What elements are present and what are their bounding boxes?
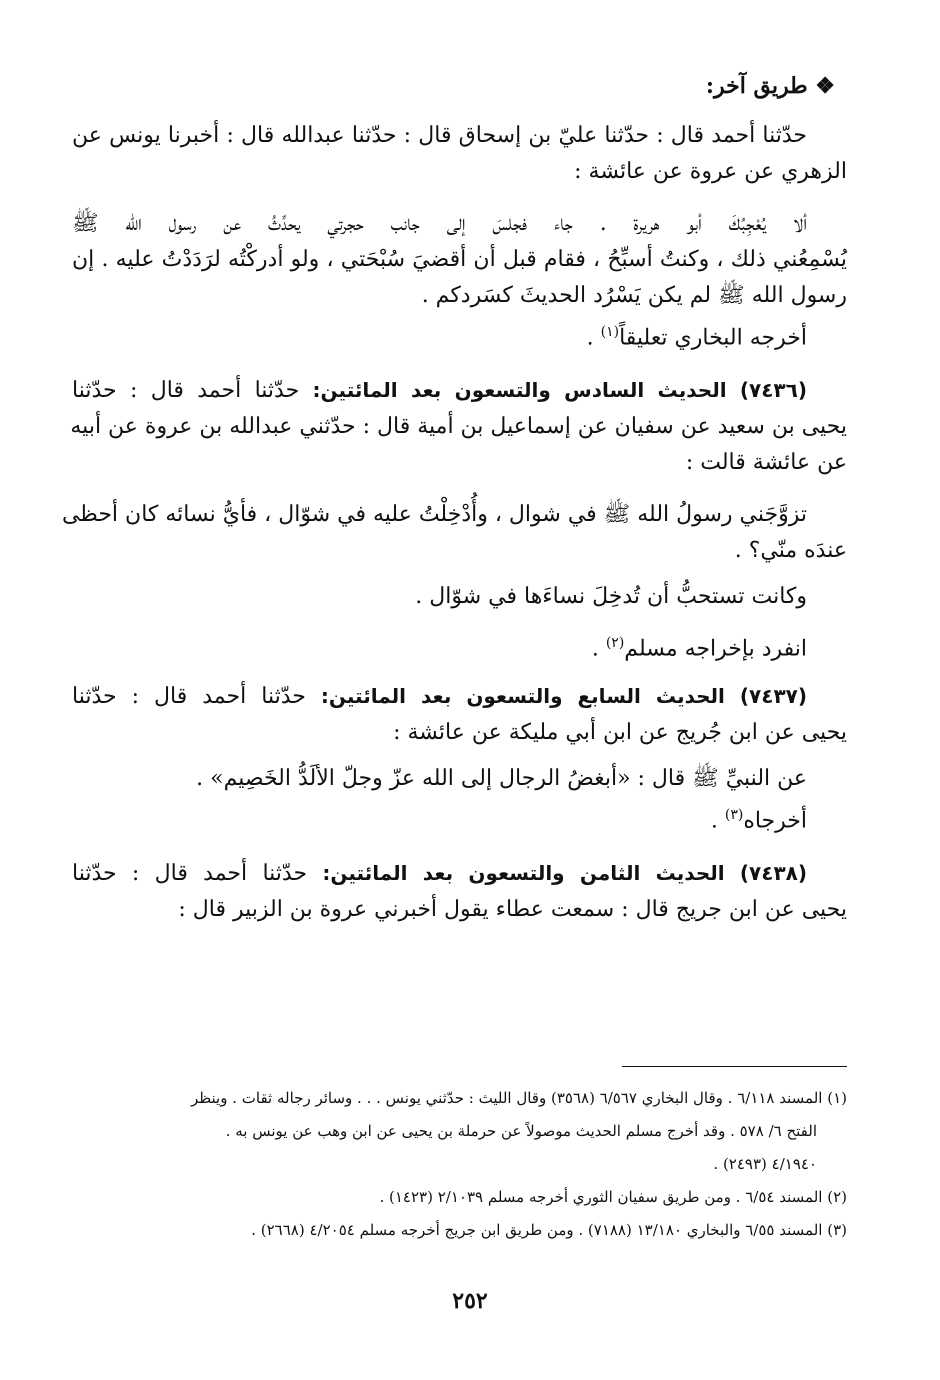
isnad-text: حدّثنا أحمد قال : حدّثنا xyxy=(72,378,313,404)
hadith-number-heading: (٧٤٣٧) الحديث السابع والتسعون بعد المائتين: xyxy=(320,683,807,708)
footnotes xyxy=(72,1082,847,1247)
matn-line: ألا يُعْجِبُكَ أبو هريرة . جاء فجلسَ إلى جانب حجرتي يحدِّثُ عن رسول الله ﷺ xyxy=(72,211,807,236)
isnad-line: يحيى بن سعيد عن سفيان عن إسماعيل بن أمية قال : حدّثني عبدالله بن عروة عن أبيه xyxy=(70,414,847,440)
section-heading: ❖ طريق آخر: xyxy=(705,73,835,99)
isnad-line: حدّثنا أحمد قال : حدّثنا عليّ بن إسحاق قال : حدّثنا عبدالله قال : أخبرنا يونس عن xyxy=(72,123,807,148)
footnote-ref: (٢) xyxy=(605,635,625,652)
hadith-header-line xyxy=(72,678,847,715)
takhrij-text: أخرجه البخاري تعليقاً xyxy=(619,325,807,351)
footnote-ref: (١) xyxy=(600,324,620,340)
takhrij-end: . xyxy=(710,807,725,833)
isnad-text: حدّثنا أحمد قال : حدّثنا xyxy=(72,683,321,709)
isnad-line: الزهري عن عروة عن عائشة : xyxy=(574,159,847,184)
takhrij-text: أخرجاه xyxy=(743,807,807,833)
hadith-header-line xyxy=(72,855,847,892)
footnote-ref: (٣) xyxy=(724,806,744,823)
footnote-1: (١) المسند ٦/١١٨ . وقال البخاري ٦/٥٦٧ (٣٥٦٨) وقال الليث : حدّثني يونس . . . وسائر رجاله ثقات . وينظر xyxy=(190,1089,847,1107)
takhrij-line xyxy=(72,625,847,667)
footnote-1-continued: ٤/١٩٤٠ (٢٤٩٣) . xyxy=(713,1155,817,1173)
isnad-line: عن عائشة قالت : xyxy=(685,450,847,476)
footnote-divider xyxy=(622,1066,847,1067)
hadith-number-heading: (٧٤٣٨) الحديث الثامن والتسعون بعد المائتين: xyxy=(322,860,807,885)
takhrij-line xyxy=(72,797,847,839)
page-number: ٢٥٢ xyxy=(452,1288,488,1314)
footnote-3: (٣) المسند ٦/٥٥ والبخاري ١٣/١٨٠ (٧١٨٨) . ومن طريق ابن جريج أخرجه مسلم ٤/٢٠٥٤ (٢٦٦٨) . xyxy=(251,1221,847,1239)
takhrij-end: . xyxy=(586,325,601,351)
isnad-text: حدّثنا أحمد قال : حدّثنا xyxy=(72,860,323,886)
hadith-number-heading: (٧٤٣٦) الحديث السادس والتسعون بعد المائتين: xyxy=(312,378,807,403)
matn-line: تزوَّجَني رسولُ الله ﷺ في شوال ، وأُدْخِلْتُ عليه في شوّال ، فأيُّ نسائه كان أحظى xyxy=(61,502,807,528)
takhrij-line xyxy=(72,314,847,356)
isnad-line: يحيى عن ابن جُريج عن ابن أبي مليكة عن عائشة : xyxy=(393,719,847,745)
isnad-line: يحيى عن ابن جريج قال : سمعت عطاء يقول أخبرني عروة بن الزبير قال : xyxy=(178,896,847,922)
matn-line: عندَه منّي؟ . xyxy=(734,538,847,564)
matn-line: عن النبيِّ ﷺ قال : «أبغضُ الرجال إلى الله عزّ وجلّ الألَدُّ الخَصِيم» . xyxy=(196,765,807,791)
hadith-header-line xyxy=(72,372,847,409)
takhrij-text: انفرد بإخراجه مسلم xyxy=(624,636,807,662)
footnote-1-continued: الفتح ٦/ ٥٧٨ . وقد أخرج مسلم الحديث موصولاً عن حرملة بن يحيى عن ابن وهب عن يونس به . xyxy=(225,1122,817,1140)
note-line: وكانت تستحبُّ أن تُدخِلَ نساءَها في شوّال . xyxy=(415,584,807,610)
matn-line: يُسْمِعُني ذلك ، وكنتُ أسبِّحُ ، فقام قبل أن أقضيَ سُبْحَتي ، ولو أدركْتُه لرَدَدْتُ عليه . إن xyxy=(72,247,847,272)
footnote-2: (٢) المسند ٦/٥٤ . ومن طريق سفيان الثوري أخرجه مسلم ٢/١٠٣٩ (١٤٢٣) . xyxy=(379,1188,847,1206)
page-body xyxy=(61,64,847,928)
takhrij-end: . xyxy=(591,636,606,662)
matn-line: رسول الله ﷺ لم يكن يَسْرُد الحديثَ كسَردكم . xyxy=(421,283,847,308)
